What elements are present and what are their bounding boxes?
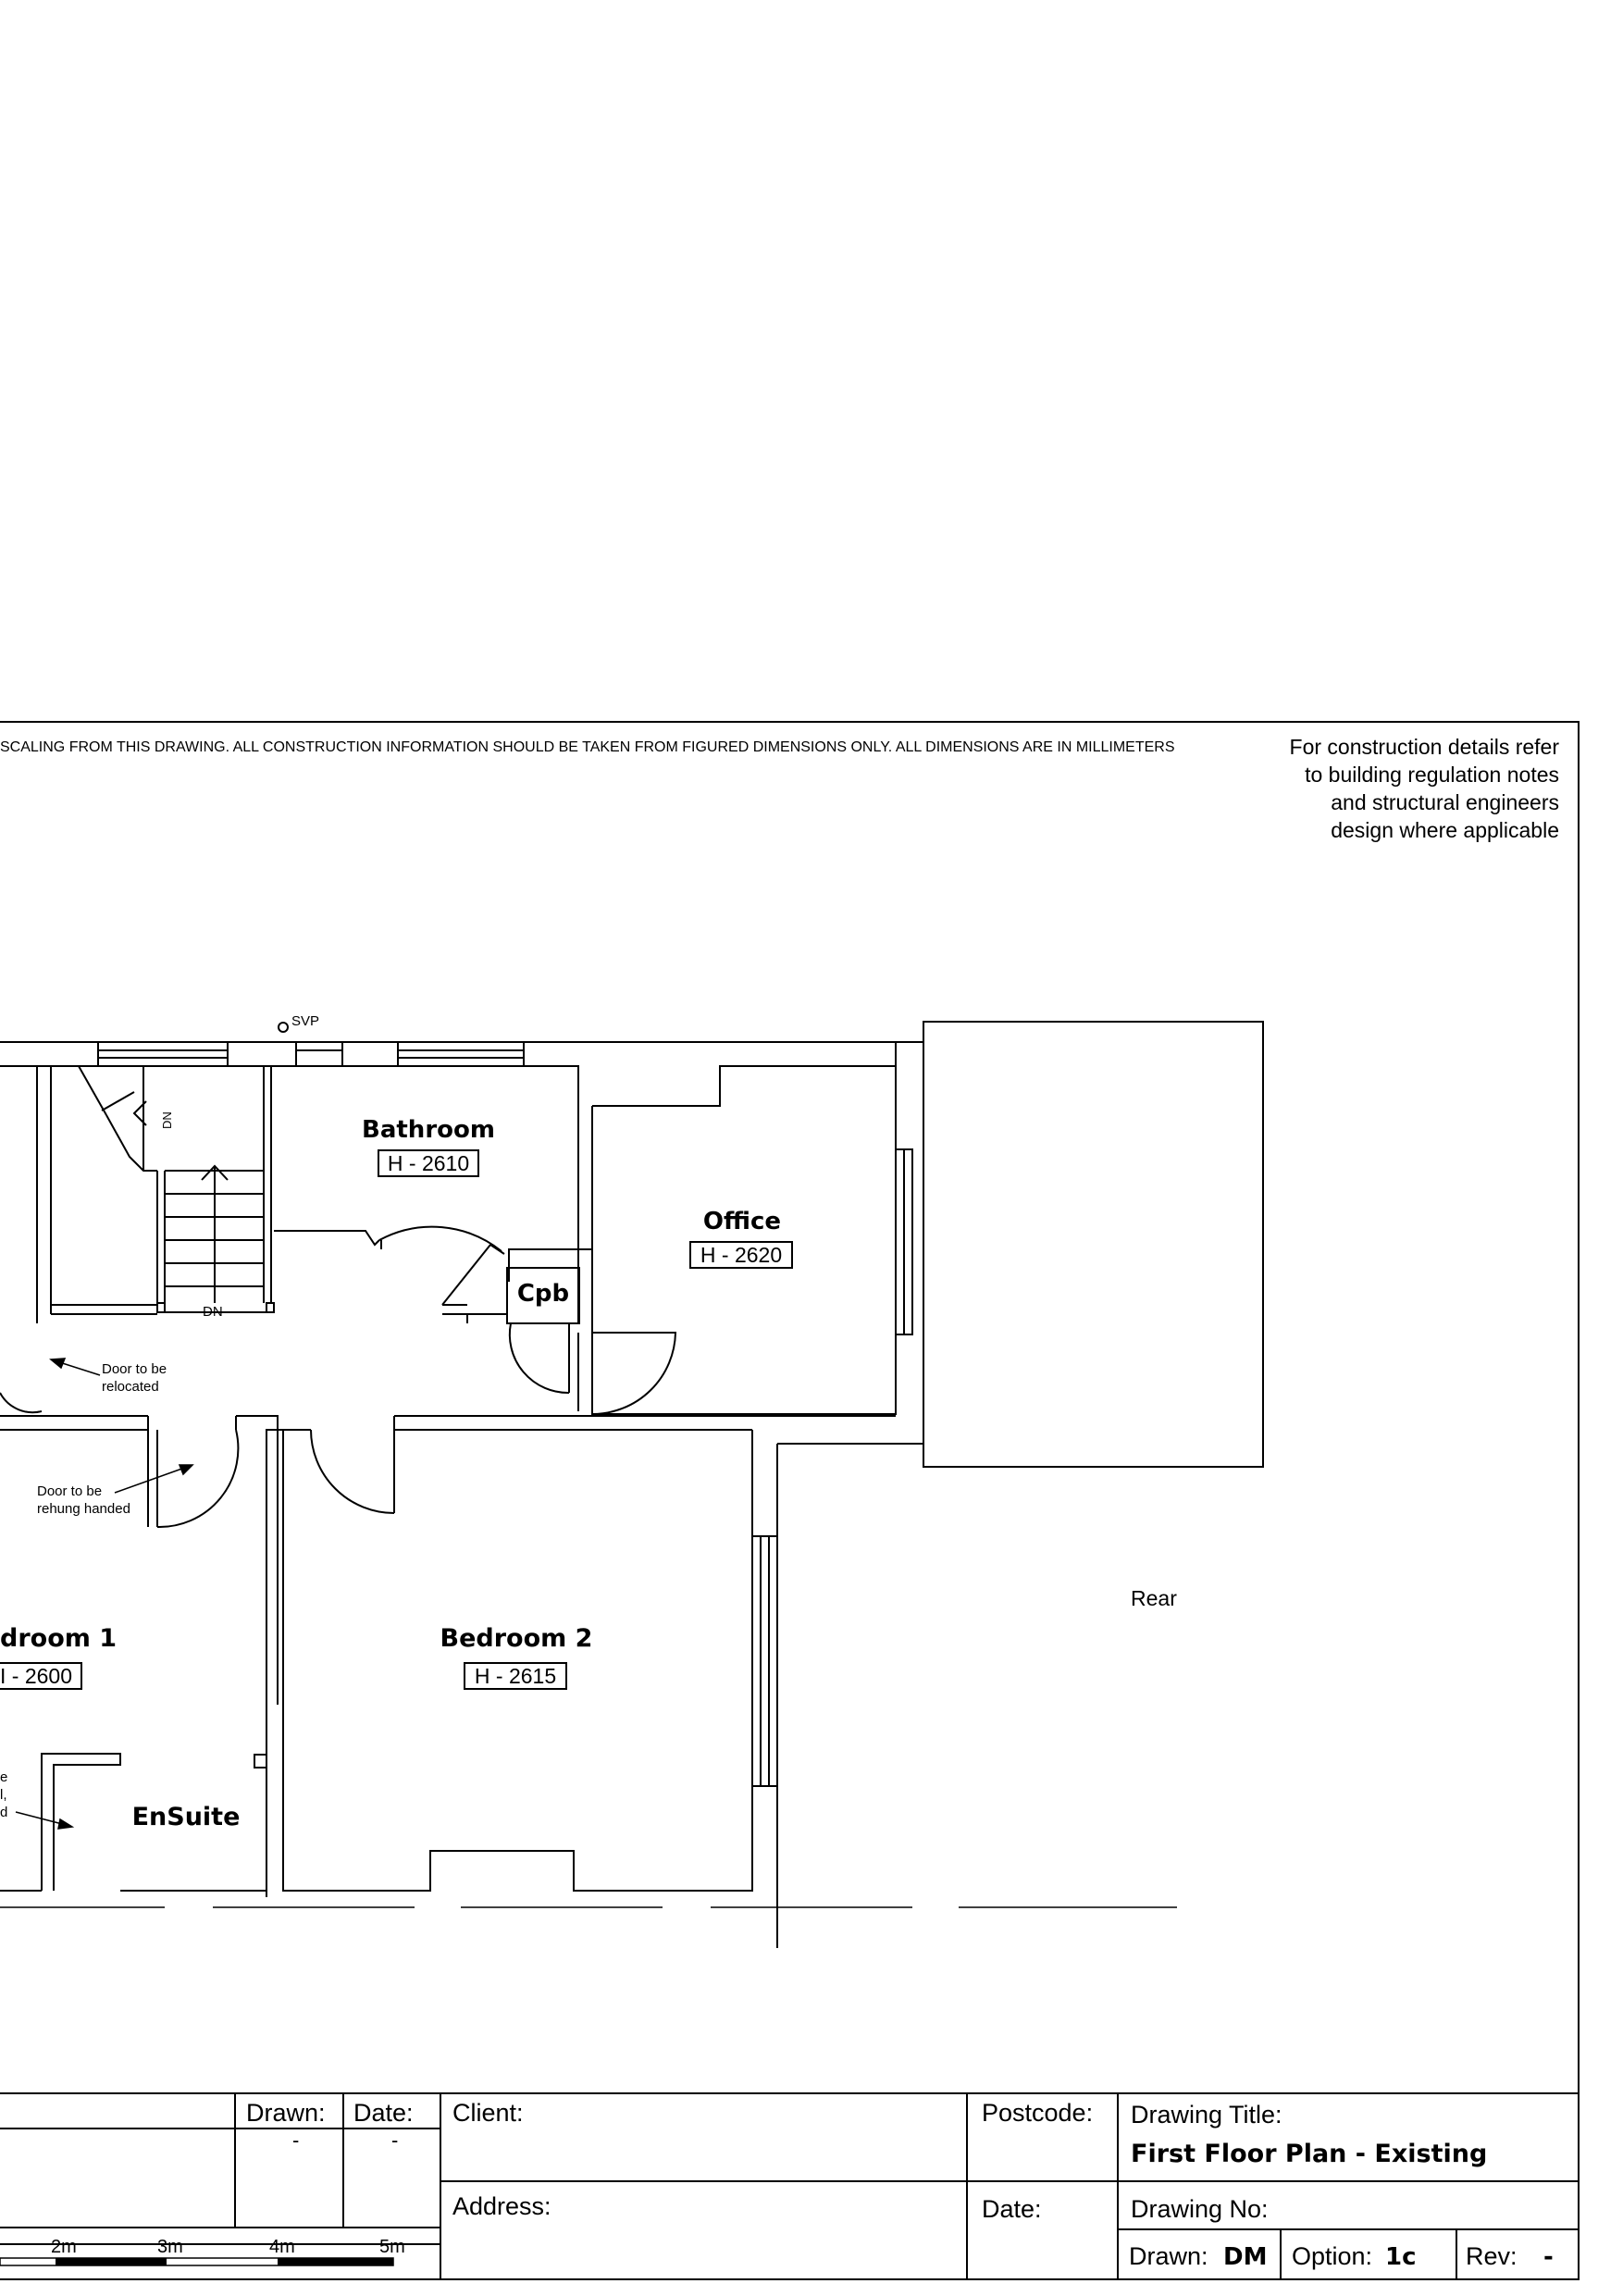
rear-extension-outline <box>923 1022 1263 1467</box>
scale-tick-3m: 3m <box>157 2237 183 2257</box>
office-height: H - 2620 <box>700 1243 783 1267</box>
cut-note-2: l, <box>0 1787 7 1803</box>
client-label: Client: <box>452 2099 524 2127</box>
drawing-title-label: Drawing Title: <box>1131 2101 1282 2128</box>
bedroom1-height: I - 2600 <box>0 1664 72 1688</box>
date-value: - <box>391 2128 399 2152</box>
rev-value: - <box>1543 2243 1554 2271</box>
drawing-title: First Floor Plan - Existing <box>1131 2140 1488 2168</box>
option-label: Option: <box>1292 2242 1373 2270</box>
window-top-3 <box>398 1042 524 1066</box>
door-rehung-note-2: rehung handed <box>37 1501 130 1517</box>
cupboard-name: Cpb <box>516 1280 570 1308</box>
date2-label: Date: <box>982 2195 1042 2223</box>
scale-tick-2m: 2m <box>51 2237 77 2257</box>
ensuite-name: EnSuite <box>131 1803 241 1831</box>
door-rehung-note-1: Door to be <box>37 1483 103 1499</box>
cupboard-wall <box>467 1268 507 1323</box>
drawing-no-label: Drawing No: <box>1131 2195 1269 2223</box>
drawn-label: Drawn: <box>246 2099 326 2127</box>
note-line: to building regulation notes <box>1305 763 1559 787</box>
note-line: design where applicable <box>1331 818 1559 842</box>
scale-tick-5m: 5m <box>379 2237 405 2257</box>
stair-dn-label-lower: DN <box>203 1304 223 1320</box>
office-name: Office <box>702 1208 782 1235</box>
svp-marker <box>279 1023 288 1032</box>
scale-bar <box>0 2258 393 2265</box>
window-top-2 <box>296 1042 342 1066</box>
bathroom-height: H - 2610 <box>387 1151 470 1175</box>
stair-dn-label-upper: DN <box>160 1111 174 1129</box>
cut-note-1: e <box>0 1769 8 1785</box>
door-relocated-note-1: Door to be <box>102 1361 167 1377</box>
postcode-label: Postcode: <box>982 2099 1094 2127</box>
address-label: Address: <box>452 2192 551 2220</box>
scale-tick-4m: 4m <box>269 2237 295 2257</box>
rev-label: Rev: <box>1466 2242 1518 2270</box>
bedroom2-height: H - 2615 <box>474 1664 557 1688</box>
drawn-value: - <box>292 2128 300 2152</box>
bedroom1-name: droom 1 <box>0 1624 118 1653</box>
date-label: Date: <box>353 2099 414 2127</box>
note-line: and structural engineers <box>1331 790 1559 814</box>
window-top-1 <box>98 1042 228 1066</box>
bedroom2-name: Bedroom 2 <box>440 1624 593 1653</box>
disclaimer-text: SCALING FROM THIS DRAWING. ALL CONSTRUCTION INFORMATION SHOULD BE TAKEN FROM FIGURED DIMENSIONS ONLY. ALL DIMENSIONS ARE IN MILLIMETERS <box>0 739 1175 755</box>
door-relocated-note-2: relocated <box>102 1379 159 1395</box>
svp-label: SVP <box>291 1013 320 1029</box>
option-value: 1c <box>1385 2243 1417 2271</box>
construction-notes <box>1231 733 1559 844</box>
drawn2-label: Drawn: <box>1129 2242 1208 2270</box>
cut-note-3: d <box>0 1805 8 1820</box>
office-wall <box>592 1066 896 1414</box>
bathroom-name: Bathroom <box>362 1116 495 1144</box>
note-line: For construction details refer <box>1289 735 1559 759</box>
window-bedroom2 <box>752 1536 777 1786</box>
rear-label: Rear <box>1131 1586 1177 1610</box>
sheet-border <box>0 722 1579 2279</box>
bedroom2-wall <box>283 1430 752 1891</box>
drawn2-value: DM <box>1223 2243 1268 2271</box>
